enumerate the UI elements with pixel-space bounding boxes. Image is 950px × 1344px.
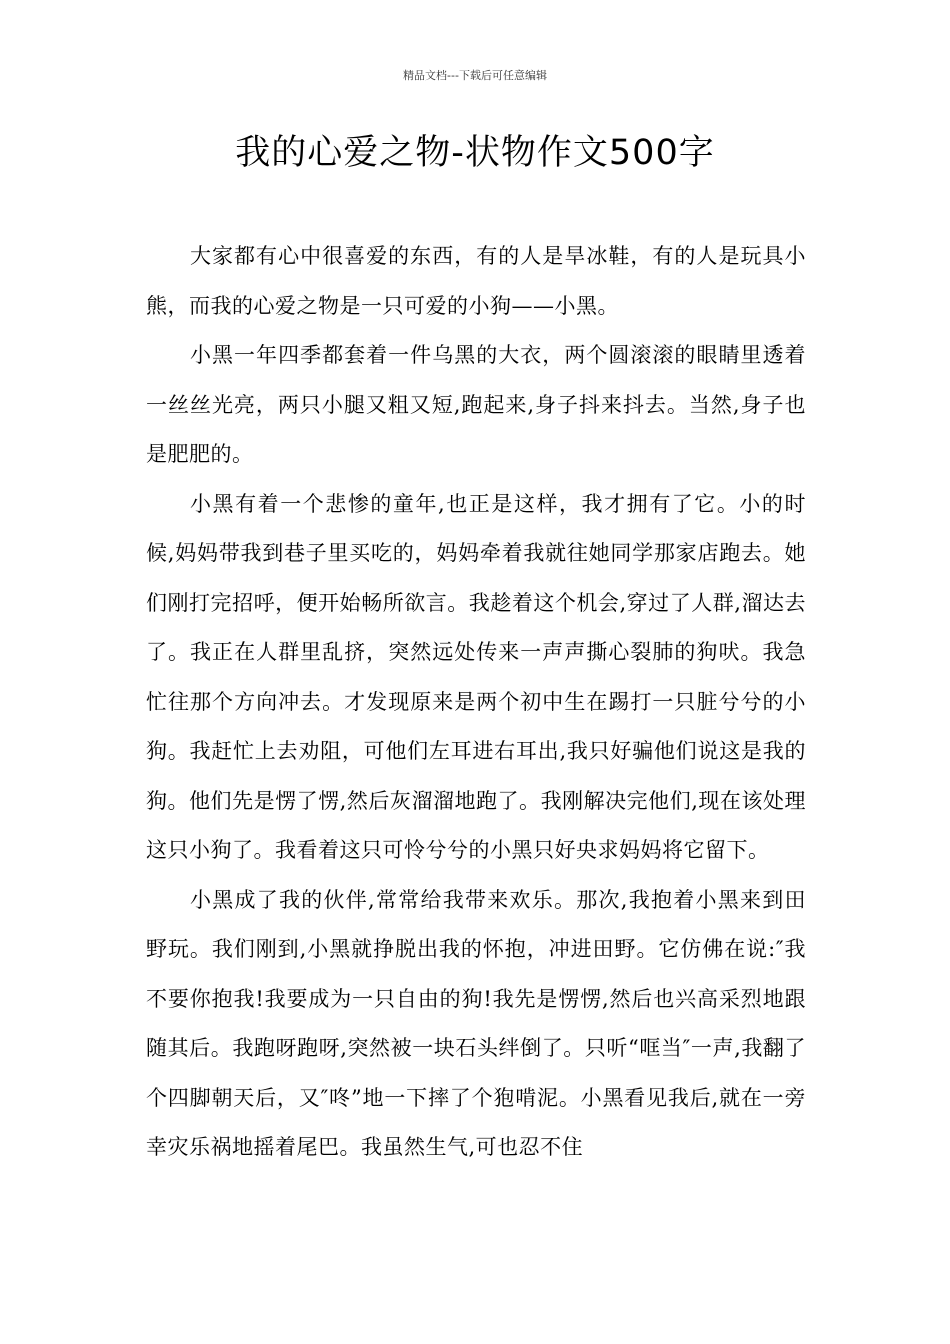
paragraph-4: 小黑成了我的伙伴,常常给我带来欢乐。那次,我抱着小黑来到田野玩。我们刚到,小黑就挣脱出我的怀抱，冲进田野。它仿佛在说:″我不要你抱我!我要成为一只自由的狗!我先是愣愣,然后也兴高采烈地跟随其后。我跑呀跑呀,突然被一块石头绊倒了。只听“哐当″一声,我翻了个四脚朝天后，又″咚”地一下摔了个狍啃泥。小黑看见我后,就在一旁幸灾乐祸地摇着尾巴。我虽然生气,可也忍不住 xyxy=(146,887,806,1159)
document-title: 我的心爱之物-状物作文500字 xyxy=(235,133,715,173)
document-body xyxy=(146,232,806,1173)
paragraph-1: 大家都有心中很喜爱的东西，有的人是旱冰鞋，有的人是玩具小熊，而我的心爱之物是一只可爱的小狗——小黑。 xyxy=(146,244,806,318)
paragraph-3: 小黑有着一个悲惨的童年,也正是这样，我才拥有了它。小的时候,妈妈带我到巷子里买吃的，妈妈牵着我就往她同学那家店跑去。她们刚打完招呼，便开始畅所欲言。我趁着这个机会,穿过了人群,溜达去了。我正在人群里乱挤，突然远处传来一声声撕心裂肺的狗吠。我急忙往那个方向冲去。才发现原来是两个初中生在踢打一只脏兮兮的小狗。我赶忙上去劝阻，可他们左耳进右耳出,我只好骗他们说这是我的狗。他们先是愣了愣,然后灰溜溜地跑了。我刚解决完他们,现在该处理这只小狗了。我看着这只可怜兮兮的小黑只好央求妈妈将它留下。 xyxy=(146,491,806,862)
header-note: 精品文档---下载后可任意编辑 xyxy=(403,69,547,82)
paragraph-2: 小黑一年四季都套着一件乌黑的大衣，两个圆滚滚的眼睛里透着一丝丝光亮，两只小腿又粗又短,跑起来,身子抖来抖去。当然,身子也是肥肥的。 xyxy=(146,343,806,466)
